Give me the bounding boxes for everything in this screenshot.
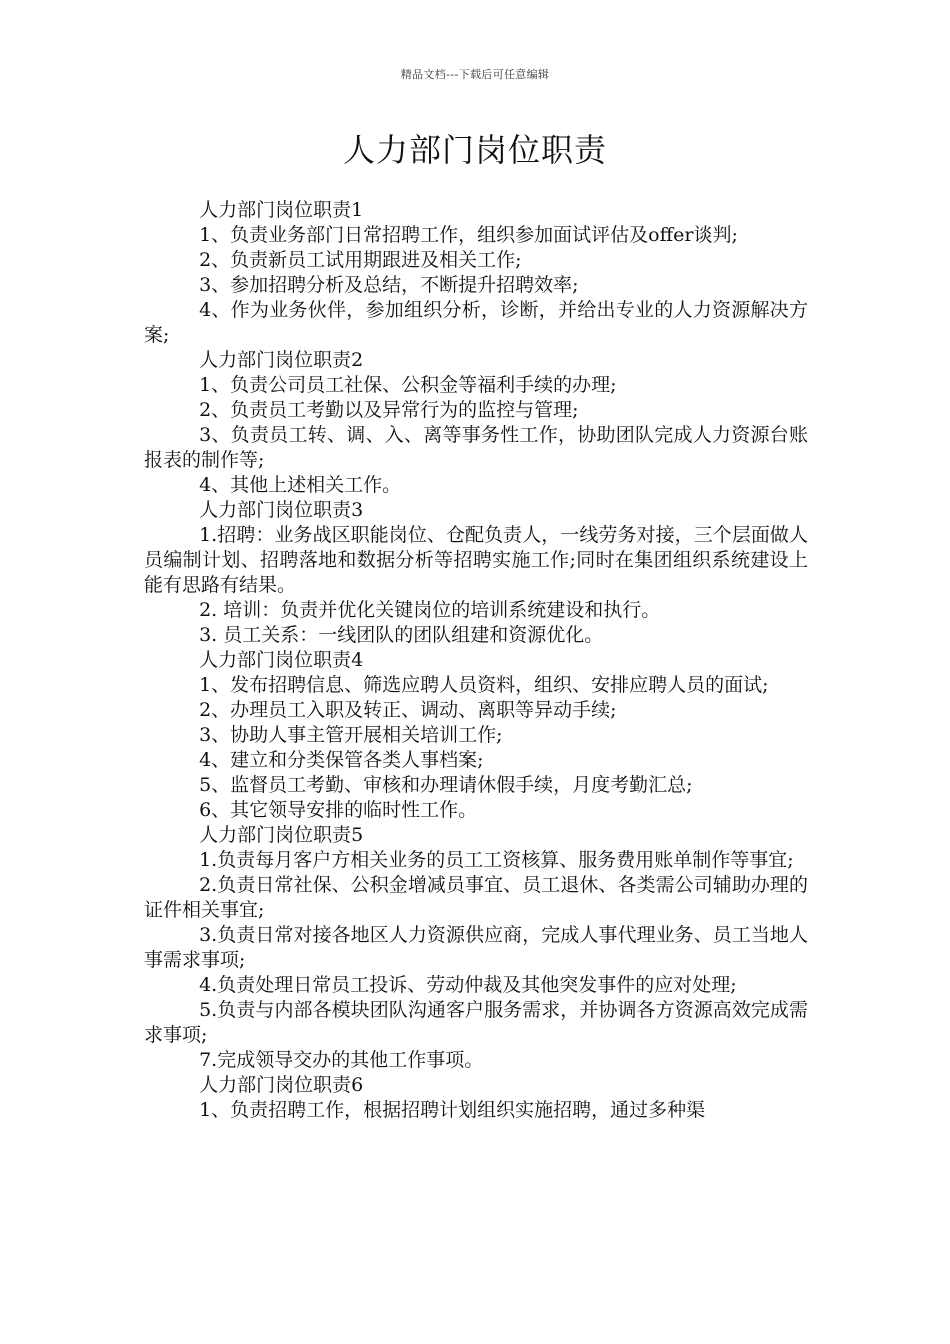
document-title: 人力部门岗位职责 (342, 131, 607, 169)
section-heading: 人力部门岗位职责5 (199, 824, 364, 846)
section-heading: 人力部门岗位职责3 (199, 499, 364, 521)
paragraph: 1.招聘：业务战区职能岗位、仓配负责人，一线劳务对接，三个层面做人员编制计划、招聘落地和数据分析等招聘实施工作;同时在集团组织系统建设上能有思路有结果。 (144, 524, 808, 596)
paragraph: 3、协助人事主管开展相关培训工作; (199, 724, 503, 746)
paragraph: 3、参加招聘分析及总结，不断提升招聘效率; (199, 274, 579, 296)
paragraph: 6、其它领导安排的临时性工作。 (199, 799, 478, 821)
paragraph: 2.负责日常社保、公积金增减员事宜、员工退休、各类需公司辅助办理的证件相关事宜; (144, 874, 808, 921)
header-note: 精品文档---下载后可任意编辑 (400, 68, 550, 81)
paragraph: 5.负责与内部各模块团队沟通客户服务需求，并协调各方资源高效完成需求事项; (144, 999, 808, 1046)
paragraph: 1、负责招聘工作，根据招聘计划组织实施招聘，通过多种渠 (199, 1099, 706, 1121)
paragraph: 4.负责处理日常员工投诉、劳动仲裁及其他突发事件的应对处理; (199, 974, 737, 996)
paragraph: 4、建立和分类保管各类人事档案; (199, 749, 484, 771)
document-body (144, 198, 808, 1123)
paragraph: 2、办理员工入职及转正、调动、离职等异动手续; (199, 699, 617, 721)
section-heading: 人力部门岗位职责6 (199, 1074, 364, 1096)
section-heading: 人力部门岗位职责4 (199, 649, 364, 671)
paragraph: 5、监督员工考勤、审核和办理请休假手续，月度考勤汇总; (199, 774, 693, 796)
paragraph: 2、负责员工考勤以及异常行为的监控与管理; (199, 399, 579, 421)
paragraph: 2、负责新员工试用期跟进及相关工作; (199, 249, 522, 271)
paragraph: 4、作为业务伙伴，参加组织分析，诊断，并给出专业的人力资源解决方案; (144, 299, 808, 346)
paragraph: 1、负责业务部门日常招聘工作，组织参加面试评估及offer谈判; (199, 224, 738, 246)
paragraph: 3、负责员工转、调、入、离等事务性工作，协助团队完成人力资源台账报表的制作等; (144, 424, 808, 471)
paragraph: 7.完成领导交办的其他工作事项。 (199, 1049, 484, 1071)
paragraph: 4、其他上述相关工作。 (199, 474, 402, 496)
paragraph: 1、负责公司员工社保、公积金等福利手续的办理; (199, 374, 617, 396)
paragraph: 3.负责日常对接各地区人力资源供应商，完成人事代理业务、员工当地人事需求事项; (144, 924, 808, 971)
section-heading: 人力部门岗位职责2 (199, 349, 364, 371)
paragraph: 2. 培训：负责并优化关键岗位的培训系统建设和执行。 (199, 599, 661, 621)
section-heading: 人力部门岗位职责1 (199, 199, 364, 221)
paragraph: 1.负责每月客户方相关业务的员工工资核算、服务费用账单制作等事宜; (199, 849, 794, 871)
paragraph: 1、发布招聘信息、筛选应聘人员资料，组织、安排应聘人员的面试; (199, 674, 769, 696)
paragraph: 3. 员工关系：一线团队的团队组建和资源优化。 (199, 624, 604, 646)
